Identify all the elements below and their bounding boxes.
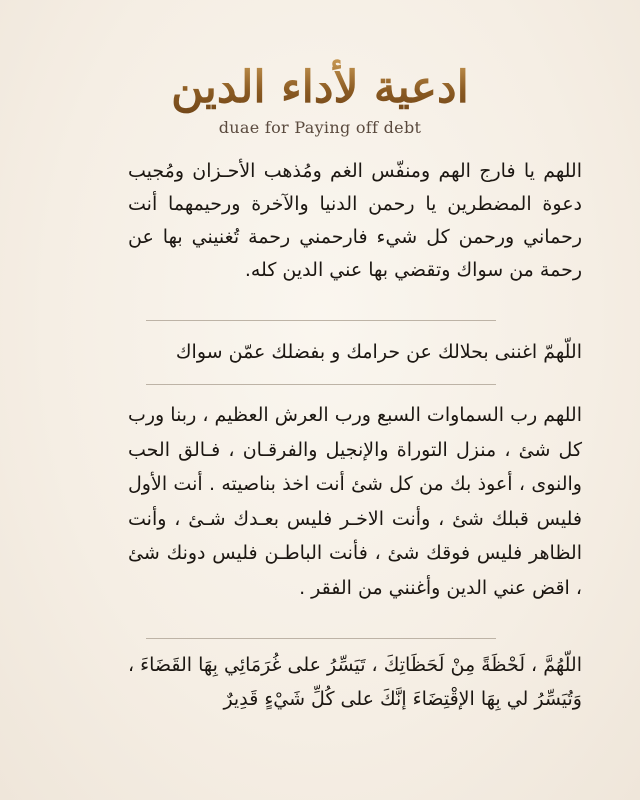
divider-1 [146,320,496,321]
dua-paragraph-2: اللّهمّ اغننى بحلالك عن حرامك و بفضلك عمّن سواك [175,341,582,363]
dua-paragraph-4: اللّهُمَّ ، لَحْظَةً مِنْ لَحَظَاتِكَ ، تَيَسِّرُ على غُرَمَائِي بِهَا القَضَاءَ ، وَتُيَسِّرُ لي بِهَا الإقْتِضَاءَ إنَّكَ على كُلِّ شَيْءٍ قَدِيرٌ [128,654,582,710]
divider-2 [146,384,496,385]
dua-paragraph-1: اللهم يا فارج الهم ومنفّس الغم ومُذهب الأحـزان ومُجيب دعوة المضطرين يا رحمن الدنيا والآخرة ورحيمهما أنت رحماني ورحمن كل شيء فارحمني رحمة تُغنيني بها عن رحمة من سواك وتقضي بها عني الدين كله. [128,160,582,281]
page-title: ادعية لأداء الدين [0,58,640,118]
dua-paragraph-3: اللهم رب السماوات السبع ورب العرش العظيم ، ربنا ورب كل شئ ، منزل التوراة والإنجيل والفرقـان ، فـالق الحب والنوى ، أعوذ بك من كل شئ أنت اخذ بناصيته . أنت الأول فليس قبلك شئ ، وأنت الاخـر فليس بعـدك شـئ ، وأنت الظاهر فليس فوقك شئ ، فأنت الباطـن فليس دونك شئ ، اقض عني الدين وأغنني من الفقر . [128,404,582,599]
page-subtitle: duae for Paying off debt [218,118,422,137]
divider-3 [146,638,496,639]
